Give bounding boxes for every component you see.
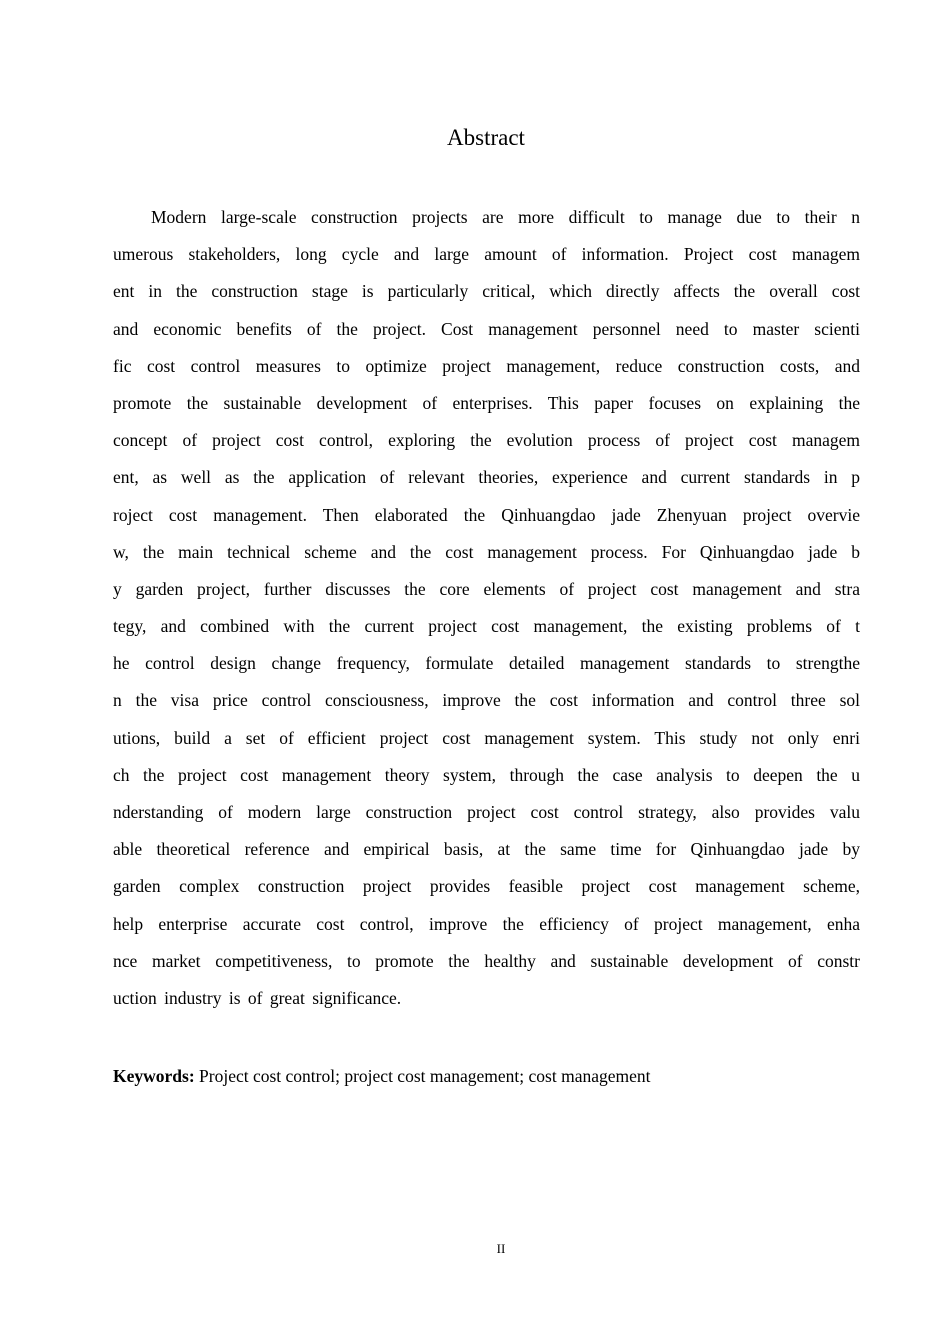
abstract-line: garden complex construction project provides feasible project cost management scheme, (113, 876, 860, 897)
abstract-line: Modern large-scale construction projects are more difficult to manage due to their n (151, 207, 860, 227)
abstract-line: uction industry is of great significance. (113, 987, 402, 1008)
abstract-line: ent, as well as the application of relevant theories, experience and current standards in p (113, 467, 860, 488)
abstract-line: and economic benefits of the project. Cost management personnel need to master scienti (113, 318, 860, 339)
abstract-line: y garden project, further discusses the core elements of project cost management and stra (113, 578, 860, 599)
abstract-line: n the visa price control consciousness, improve the cost information and control three sol (113, 690, 860, 711)
abstract-line: ent in the construction stage is particularly critical, which directly affects the overall cost (113, 281, 860, 302)
abstract-line: concept of project cost control, exploring the evolution process of project cost managem (113, 430, 860, 451)
keywords-label: Keywords: (113, 1066, 195, 1086)
abstract-line: promote the sustainable development of enterprises. This paper focuses on explaining the (113, 392, 860, 413)
abstract-line: nce market competitiveness, to promote the healthy and sustainable development of constr (113, 950, 860, 971)
abstract-line: roject cost management. Then elaborated the Qinhuangdao jade Zhenyuan project overvie (113, 504, 860, 525)
keywords-line (113, 1062, 860, 1090)
keywords-text: Project cost control; project cost management; cost management (194, 1066, 651, 1086)
abstract-body (113, 199, 860, 1017)
abstract-line: help enterprise accurate cost control, improve the efficiency of project management, enha (113, 913, 860, 934)
abstract-line: fic cost control measures to optimize project management, reduce construction costs, and (113, 355, 860, 376)
abstract-title: Abstract (447, 125, 525, 150)
abstract-line: ch the project cost management theory system, through the case analysis to deepen the u (113, 764, 860, 785)
abstract-line: umerous stakeholders, long cycle and large amount of information. Project cost managem (113, 244, 860, 265)
abstract-line: nderstanding of modern large construction project cost control strategy, also provides valu (113, 802, 860, 822)
page-number: II (496, 1241, 506, 1256)
abstract-line: utions, build a set of efficient project cost management system. This study not only enri (113, 727, 860, 748)
abstract-line: w, the main technical scheme and the cost management process. For Qinhuangdao jade b (113, 541, 860, 562)
abstract-line: he control design change frequency, formulate detailed management standards to strengthe (113, 653, 860, 674)
abstract-line: able theoretical reference and empirical basis, at the same time for Qinhuangdao jade by (113, 839, 860, 860)
abstract-line: tegy, and combined with the current project cost management, the existing problems of t (113, 616, 860, 637)
